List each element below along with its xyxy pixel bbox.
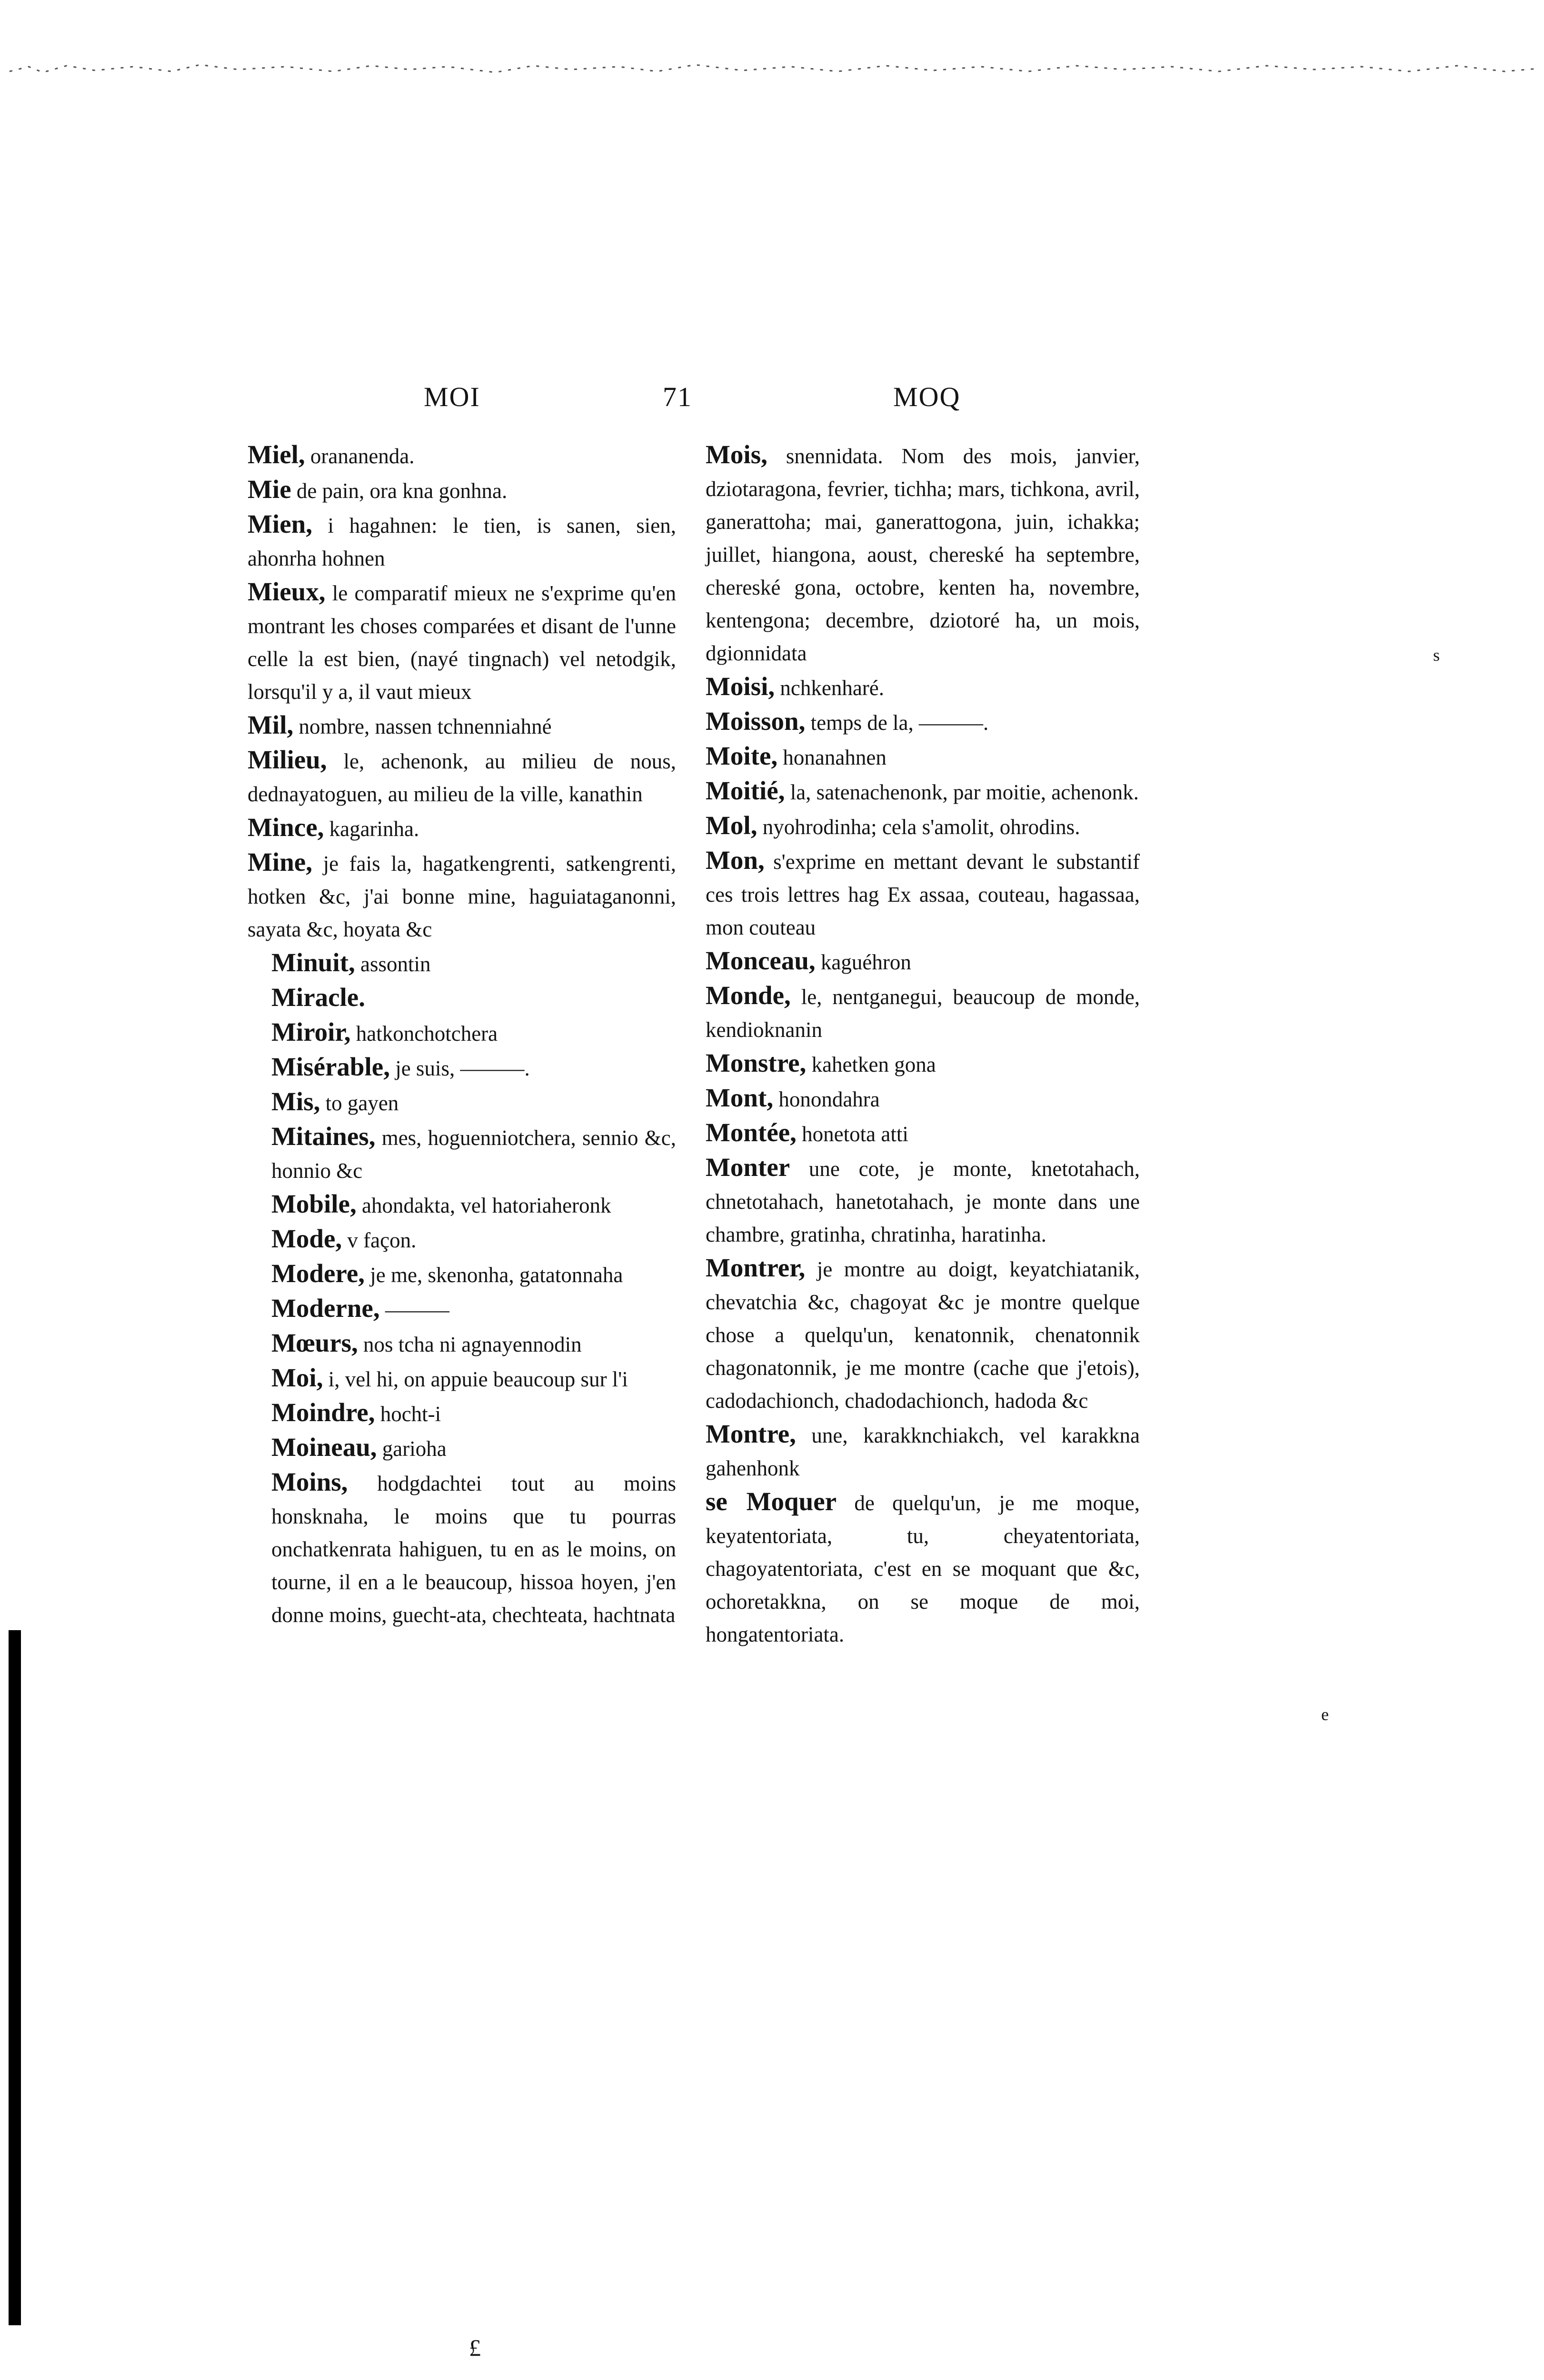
headword: Moi, xyxy=(271,1363,323,1392)
headword: Mieux, xyxy=(248,577,326,606)
page-number: 71 xyxy=(663,381,692,412)
dictionary-entry xyxy=(248,846,676,946)
definition: to gayen xyxy=(320,1091,399,1115)
dictionary-entry xyxy=(248,1050,676,1085)
definition: v façon. xyxy=(342,1228,417,1252)
definition: hodgdachtei tout au moins honsknaha, le moins que tu pourras onchatkenrata hahiguen, tu en as le moins, on tourne, il en a le beaucoup, hissoa hoyen, j'en donne moins, guecht-ata, chechteata, hachtnata xyxy=(271,1472,676,1627)
scan-edge-bar xyxy=(9,1630,21,2325)
page-mark: £ xyxy=(469,2334,481,2361)
definition: temps de la, ———. xyxy=(805,711,989,735)
definition: je fais la, hagatkengrenti, satkengrenti, hotken &c, j'ai bonne mine, haguiataganonni, sayata &c, hoyata &c xyxy=(248,852,676,941)
dictionary-entry xyxy=(248,473,676,508)
definition: une cote, je monte, knetotahach, chnetotahach, hanetotahach, je monte dans une chambre, gratinha, chratinha, haratinha. xyxy=(706,1157,1140,1246)
dictionary-entry xyxy=(248,708,676,743)
headword: Moisi, xyxy=(706,672,775,701)
definition: le, nentganegui, beaucoup de monde, kendioknanin xyxy=(706,985,1140,1042)
headword: Minuit, xyxy=(271,948,355,977)
dictionary-entry xyxy=(706,979,1140,1046)
definition: hocht-i xyxy=(375,1402,441,1426)
headword: Mil, xyxy=(248,710,294,739)
dictionary-entry xyxy=(248,1431,676,1465)
margin-mark: e xyxy=(1321,1705,1329,1724)
dictionary-entry xyxy=(706,1417,1140,1485)
dictionary-entry xyxy=(248,508,676,575)
definition: i, vel hi, on appuie beaucoup sur l'i xyxy=(323,1367,628,1391)
definition: je montre au doigt, keyatchiatanik, chevatchia &c, chagoyat &c je montre quelque chose a quelqu'un, kenatonnik, chenatonnik chagonatonnik, je me montre (cache que j'etois), cadodachionch, chadodachionch, hadoda &c xyxy=(706,1257,1140,1413)
dictionary-entry xyxy=(248,1187,676,1222)
dictionary-entry xyxy=(706,705,1140,739)
dictionary-entry xyxy=(248,1396,676,1431)
headword: se Moquer xyxy=(706,1487,837,1516)
definition: s'exprime en mettant devant le substantif ces trois lettres hag Ex assaa, couteau, hagassaa, mon couteau xyxy=(706,850,1140,939)
definition: je suis, ———. xyxy=(389,1056,530,1080)
left-column xyxy=(248,438,676,1632)
headword: Mois, xyxy=(706,440,767,469)
definition: honanahnen xyxy=(777,746,887,769)
headword: Mien, xyxy=(248,509,312,538)
dictionary-entry xyxy=(706,1151,1140,1251)
headword: Mitaines, xyxy=(271,1122,376,1151)
headword: Moisson, xyxy=(706,707,806,736)
headword: Mie xyxy=(248,475,291,504)
headword: Miracle. xyxy=(271,983,365,1012)
dictionary-entry xyxy=(706,1251,1140,1417)
margin-mark: s xyxy=(1433,646,1440,665)
definition: garioha xyxy=(377,1437,447,1461)
dictionary-entry xyxy=(248,1257,676,1292)
definition: nchkenharé. xyxy=(775,676,885,700)
headword: Miel, xyxy=(248,440,305,469)
headword: Monde, xyxy=(706,981,791,1010)
dictionary-entry xyxy=(248,1085,676,1120)
definition: nyohrodinha; cela s'amolit, ohrodins. xyxy=(757,815,1080,839)
dictionary-entry xyxy=(706,739,1140,774)
definition: je me, skenonha, gatatonnaha xyxy=(365,1263,623,1287)
definition: kaguéhron xyxy=(815,950,911,974)
headword: Moindre, xyxy=(271,1398,375,1427)
headword: Mode, xyxy=(271,1224,342,1253)
dictionary-entry xyxy=(706,1116,1140,1151)
headword: Mon, xyxy=(706,846,765,875)
dictionary-entry xyxy=(706,844,1140,944)
dictionary-entry xyxy=(248,1361,676,1396)
headword: Monstre, xyxy=(706,1048,807,1077)
dictionary-entry xyxy=(248,981,676,1016)
dictionary-entry xyxy=(248,811,676,846)
headword: Moderne, xyxy=(271,1294,380,1323)
headword: Montrer, xyxy=(706,1253,806,1282)
headword: Mont, xyxy=(706,1083,774,1112)
definition: snennidata. Nom des mois, janvier, dziotaragona, fevrier, tichha; mars, tichkona, avril, ganerattoha; mai, ganerattogona, juin, ichakka; juillet, hiangona, aoust, chereské ha septembre, chereské gona, octobre, kenten ha, novembre, kentengona; decembre, dziotoré ha, un mois, dgionnidata xyxy=(706,444,1140,665)
dictionary-entry xyxy=(248,743,676,811)
dictionary-entry xyxy=(248,1292,676,1326)
definition: le comparatif mieux ne s'exprime qu'en montrant les choses comparées et disant de l'unne celle la est bien, (nayé tingnach) vel netodgik, lorsqu'il y a, il vaut mieux xyxy=(248,581,676,704)
headword: Monter xyxy=(706,1153,790,1182)
running-head-left: MOI xyxy=(424,381,480,412)
dictionary-entry xyxy=(248,438,676,473)
definition: une, karakknchiakch, vel karakkna gahenhonk xyxy=(706,1424,1140,1480)
dictionary-entry xyxy=(706,944,1140,979)
headword: Mine, xyxy=(248,847,312,876)
definition: kagarinha. xyxy=(324,817,419,841)
definition: honondahra xyxy=(773,1087,880,1111)
definition: hatkonchotchera xyxy=(350,1022,498,1046)
headword: Misérable, xyxy=(271,1052,390,1081)
dictionary-entry xyxy=(706,670,1140,705)
headword: Moineau, xyxy=(271,1433,377,1462)
dictionary-entry xyxy=(248,1326,676,1361)
definition: i hagahnen: le tien, is sanen, sien, ahonrha hohnen xyxy=(248,514,676,570)
headword: Modere, xyxy=(271,1259,365,1288)
definition: orananenda. xyxy=(305,444,415,468)
definition: de quelqu'un, je me moque, keyatentoriata, tu, cheyatentoriata, chagoyatentoriata, c'est en se moquant que &c, ochoretakkna, on se moque de moi, hongatentoriata. xyxy=(706,1491,1140,1646)
running-head-right: MOQ xyxy=(893,381,961,412)
dictionary-entry xyxy=(706,1046,1140,1081)
definition: ——— xyxy=(379,1298,449,1322)
dictionary-entry xyxy=(248,946,676,981)
headword: Moitié, xyxy=(706,776,785,805)
headword: Moite, xyxy=(706,741,778,770)
dictionary-entry xyxy=(248,1016,676,1050)
dictionary-entry xyxy=(706,438,1140,670)
definition: ahondakta, vel hatoriaheronk xyxy=(356,1194,611,1217)
definition: la, satenachenonk, par moitie, achenonk. xyxy=(785,780,1139,804)
scan-noise-top xyxy=(0,52,1544,81)
headword: Mis, xyxy=(271,1087,320,1116)
headword: Mol, xyxy=(706,811,757,840)
headword: Mince, xyxy=(248,813,324,842)
headword: Milieu, xyxy=(248,745,327,774)
definition: nos tcha ni agnayennodin xyxy=(358,1333,582,1356)
definition: honetota atti xyxy=(796,1122,908,1146)
headword: Montre, xyxy=(706,1419,796,1448)
dictionary-entry xyxy=(706,1485,1140,1651)
dictionary-entry xyxy=(706,809,1140,844)
dictionary-entry xyxy=(706,1081,1140,1116)
headword: Monceau, xyxy=(706,946,816,975)
dictionary-entry xyxy=(248,1222,676,1257)
headword: Mobile, xyxy=(271,1189,357,1218)
dictionary-entry xyxy=(248,575,676,708)
definition: assontin xyxy=(355,952,431,976)
definition: kahetken gona xyxy=(806,1053,936,1076)
headword: Mœurs, xyxy=(271,1328,358,1357)
headword: Moins, xyxy=(271,1467,348,1496)
dictionary-entry xyxy=(248,1120,676,1187)
definition: de pain, ora kna gonhna. xyxy=(291,479,508,503)
right-column xyxy=(706,438,1140,1651)
definition: le, achenonk, au milieu de nous, dednayatoguen, au milieu de la ville, kanathin xyxy=(248,749,676,806)
dictionary-entry xyxy=(248,1465,676,1632)
headword: Miroir, xyxy=(271,1017,351,1046)
headword: Montée, xyxy=(706,1118,797,1147)
dictionary-entry xyxy=(706,774,1140,809)
definition: nombre, nassen tchnenniahné xyxy=(293,715,552,738)
definition: mes, hoguenniotchera, sennio &c, honnio &c xyxy=(271,1126,676,1183)
